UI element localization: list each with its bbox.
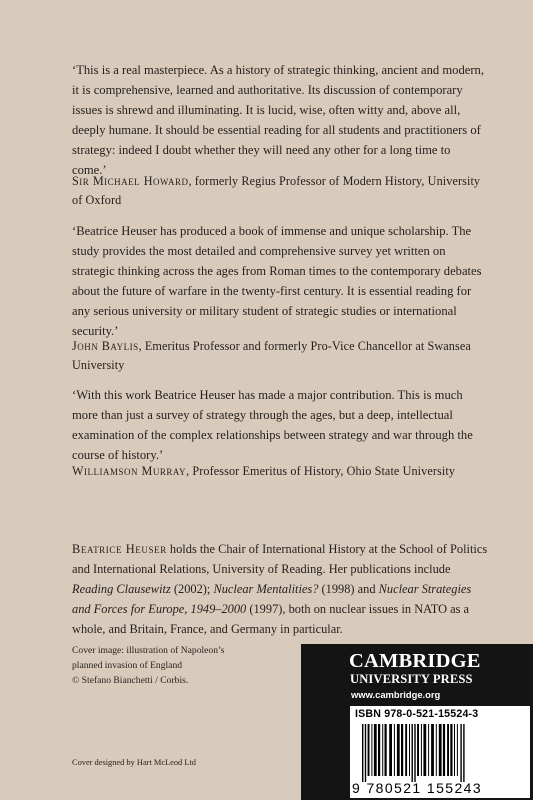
review-attribution-3	[72, 462, 484, 481]
reviewer-name: Williamson Murray	[72, 464, 187, 478]
review-attribution-1	[72, 172, 484, 210]
reviewer-affiliation: , formerly Regius Professor of Modern History, University of Oxford	[72, 174, 481, 207]
publisher-logo-name: CAMBRIDGE	[349, 650, 481, 672]
review-quote-1: ‘This is a real masterpiece. As a history of strategic thinking, ancient and modern, it is comprehensive, learned and authoritative. Its discussion of contemporary issues is shrewd and illuminating. It is lucid, wise, often witty and, above all, deeply humane. It should be essential reading for all students and practitioners of strategy: indeed I doubt whether they will need any other for a long time to come.’	[72, 63, 484, 177]
publisher-url: www.cambridge.org	[351, 689, 441, 700]
credit-line: Cover image: illustration of Napoleon’s	[72, 645, 225, 656]
author-bio	[72, 539, 492, 639]
publisher-logo-subtitle: UNIVERSITY PRESS	[350, 672, 473, 686]
reviewer-affiliation: , Emeritus Professor and formerly Pro-Vice Chancellor at Swansea University	[72, 339, 471, 372]
credit-line: planned invasion of England	[72, 660, 183, 671]
book-title: Nuclear Mentalities?	[213, 582, 319, 596]
barcode-graphic	[360, 724, 525, 782]
isbn-label: ISBN 978-0-521-15524-3	[355, 708, 479, 720]
review-quote-2: ‘Beatrice Heuser has produced a book of immense and unique scholarship. The study provides the most detailed and comprehensive survey yet written on strategic thinking across the ages from Roman times to the contemporary debates about the future of warfare in the twenty-first century. It is essential reading for any serious university or military student of strategic studies or international security.’	[72, 224, 482, 338]
cover-image-credit	[72, 643, 272, 688]
isbn-barcode-box	[350, 706, 530, 798]
bio-text: (1997), both on nuclear issues in NATO as a whole, and Britain, France, and Germany in particular.	[72, 602, 470, 636]
publisher-block	[301, 644, 533, 800]
barcode-digits: 9 780521 155243	[352, 780, 482, 796]
cover-designer-credit: Cover designed by Hart McLeod Ltd	[72, 758, 196, 767]
review-attribution-2	[72, 337, 484, 375]
book-title: Nuclear Strategies and Forces for Europe, 1949–2000	[72, 582, 472, 616]
credit-line: © Stefano Bianchetti / Corbis.	[72, 675, 189, 686]
reviewer-name: John Baylis	[72, 339, 139, 353]
bio-text: holds the Chair of International History at the School of Politics and International Relations, University of Reading. Her publications include	[72, 542, 488, 576]
review-quote-3: ‘With this work Beatrice Heuser has made a major contribution. This is much more than just a survey of strategy through the ages, but a deep, intellectual examination of the complex relationships between strategy and war through the course of history.’	[72, 388, 473, 462]
bio-text: (2002);	[170, 582, 214, 596]
book-title: Reading Clausewitz	[72, 582, 171, 596]
reviewer-affiliation: , Professor Emeritus of History, Ohio State University	[186, 464, 456, 478]
author-name: Beatrice Heuser	[72, 542, 167, 556]
reviewer-name: Sir Michael Howard	[72, 174, 189, 188]
bio-text: (1998) and	[318, 582, 379, 596]
